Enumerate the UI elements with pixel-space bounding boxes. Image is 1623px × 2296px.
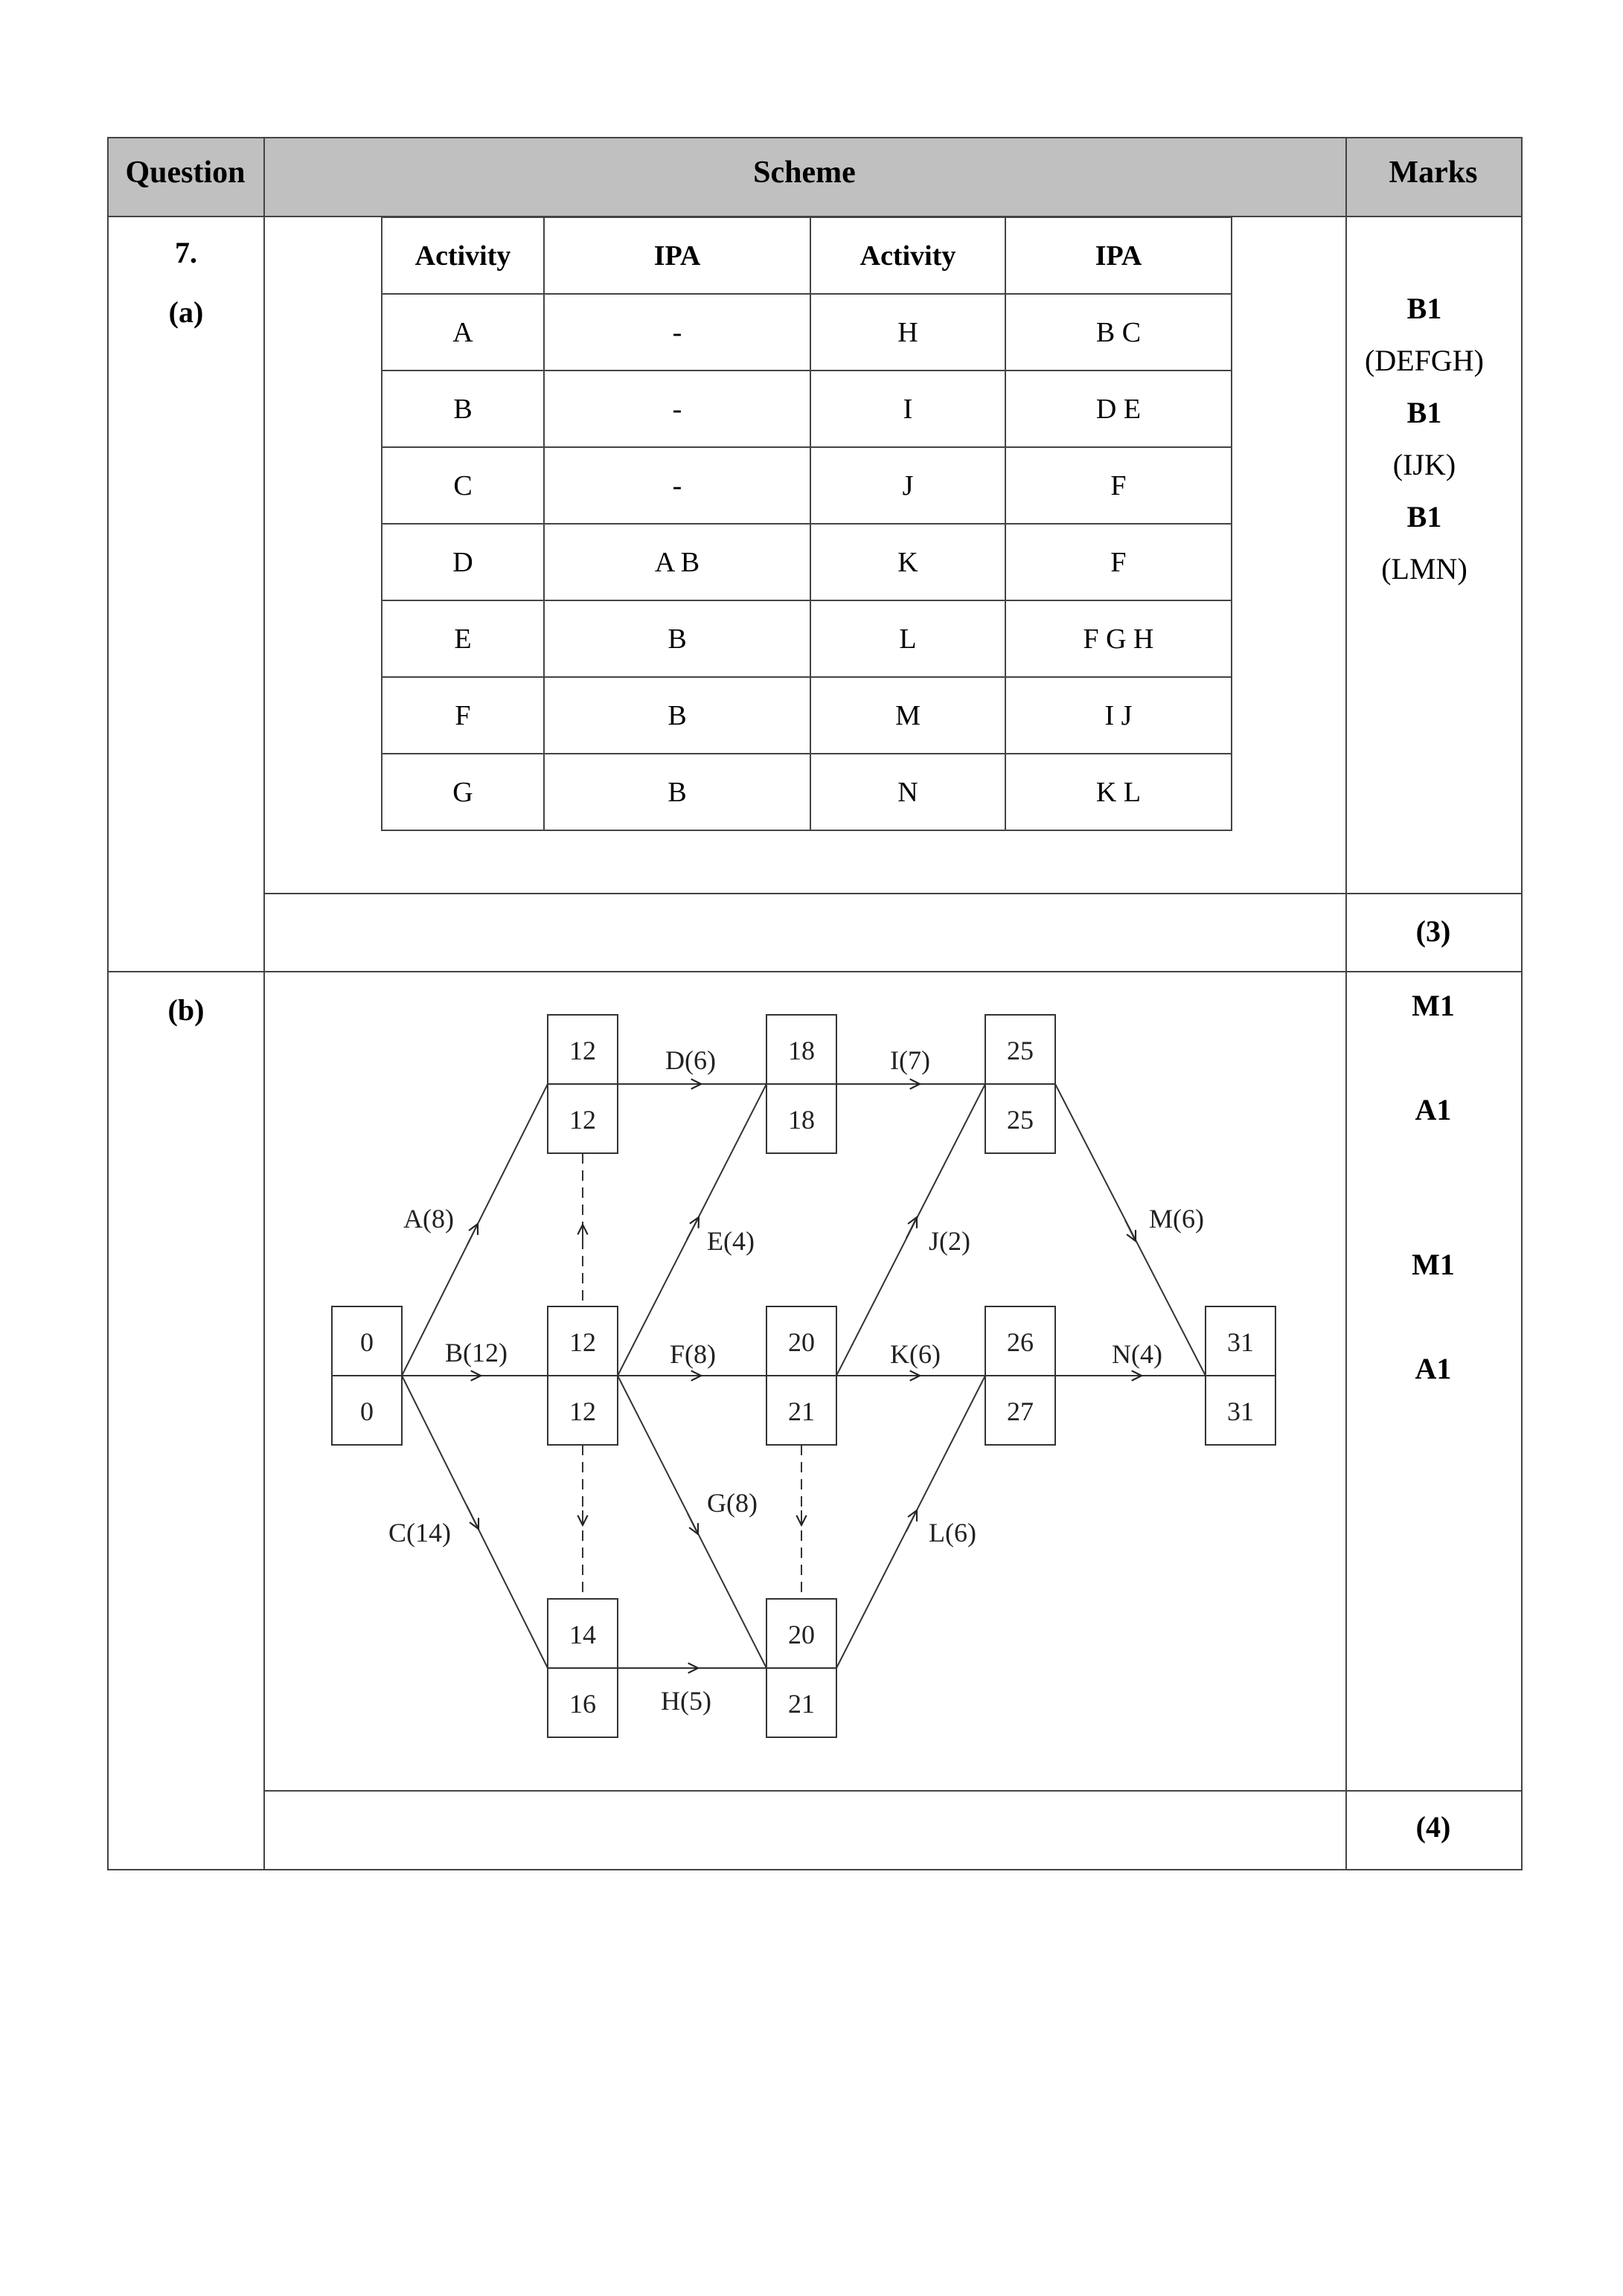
part-b-mark-4: A1	[1415, 1352, 1452, 1385]
part-a-total: (3)	[1415, 914, 1451, 948]
activity-label-d: D(6)	[665, 1045, 716, 1075]
node-9-early: 26	[1007, 1327, 1034, 1357]
question-col-line	[263, 137, 265, 1870]
activity-label-k: K(6)	[890, 1339, 941, 1369]
activity-label-g: G(8)	[707, 1488, 758, 1518]
node-9-late: 27	[1007, 1396, 1034, 1426]
table-cell: F	[382, 677, 544, 754]
mark-note-defgh: (DEFGH)	[1365, 344, 1484, 377]
table-row	[382, 754, 1232, 830]
table-cell: J	[810, 447, 1005, 524]
table-cell: D	[382, 524, 544, 600]
node-6-late: 21	[788, 1396, 815, 1426]
table-cell: A B	[544, 524, 810, 600]
ipa-table	[381, 217, 1232, 831]
table-cell: -	[544, 371, 810, 447]
table-row	[382, 294, 1232, 371]
table-cell: E	[382, 600, 544, 677]
part-b-total-line	[263, 1790, 1523, 1792]
border-bottom	[107, 1869, 1523, 1870]
node-1-early: 0	[360, 1327, 374, 1357]
header-question: Question	[125, 155, 246, 190]
node-5-early: 18	[788, 1036, 815, 1065]
table-header-ipa-1: IPA	[544, 217, 810, 294]
node-10-late: 31	[1227, 1396, 1254, 1426]
mark-note-ijk: (IJK)	[1392, 448, 1456, 481]
activity-network	[320, 1004, 1302, 1756]
table-row	[382, 600, 1232, 677]
node-4-late: 16	[569, 1689, 596, 1719]
question-number: 7.	[175, 236, 197, 269]
arrow-m	[1125, 1220, 1136, 1241]
table-cell: B	[544, 677, 810, 754]
activity-label-n: N(4)	[1112, 1339, 1162, 1369]
table-cell: F	[1005, 447, 1232, 524]
node-4-early: 14	[569, 1620, 596, 1649]
activity-label-l: L(6)	[929, 1518, 976, 1548]
activity-label-b: B(12)	[445, 1338, 508, 1367]
table-cell: H	[810, 294, 1005, 371]
arrow-j	[906, 1217, 917, 1238]
mark-b1-defgh: B1	[1406, 292, 1442, 325]
table-header-ipa-2: IPA	[1005, 217, 1232, 294]
node-3-early: 12	[569, 1327, 596, 1357]
activity-label-c: C(14)	[388, 1518, 451, 1548]
table-cell: F	[1005, 524, 1232, 600]
node-3-late: 12	[569, 1396, 596, 1426]
arrow-c	[467, 1505, 478, 1529]
table-row	[382, 447, 1232, 524]
part-b-mark-1: M1	[1412, 989, 1455, 1022]
mark-b1-lmn: B1	[1406, 500, 1442, 533]
table-header-activity-1: Activity	[382, 217, 544, 294]
table-cell: B	[382, 371, 544, 447]
table-cell: I J	[1005, 677, 1232, 754]
node-8-early: 25	[1007, 1036, 1034, 1065]
arrow-l	[906, 1510, 917, 1531]
table-cell: C	[382, 447, 544, 524]
part-b-top-line	[107, 971, 1523, 972]
part-a-label: (a)	[168, 295, 204, 329]
table-cell: D E	[1005, 371, 1232, 447]
part-b-total: (4)	[1415, 1810, 1451, 1844]
arrow-a	[467, 1224, 478, 1245]
table-cell: B	[544, 600, 810, 677]
arrow-g	[688, 1513, 698, 1534]
part-a-marks	[1337, 283, 1512, 595]
table-row	[382, 524, 1232, 600]
part-b-label: (b)	[167, 993, 205, 1027]
activity-label-m: M(6)	[1149, 1204, 1204, 1234]
border-right	[1521, 137, 1523, 1870]
table-cell: A	[382, 294, 544, 371]
table-cell: K L	[1005, 754, 1232, 830]
node-2-early: 12	[569, 1036, 596, 1065]
node-6-early: 20	[788, 1327, 815, 1357]
activity-label-f: F(8)	[670, 1339, 716, 1369]
table-row	[382, 371, 1232, 447]
node-7-late: 21	[788, 1689, 815, 1719]
table-cell: F G H	[1005, 600, 1232, 677]
part-a-total-line	[263, 893, 1523, 894]
table-cell: I	[810, 371, 1005, 447]
node-1-late: 0	[360, 1396, 374, 1426]
table-header-activity-2: Activity	[810, 217, 1005, 294]
node-7-early: 20	[788, 1620, 815, 1649]
mark-note-lmn: (LMN)	[1381, 552, 1467, 586]
table-cell: M	[810, 677, 1005, 754]
ipa-table-header-row	[382, 217, 1232, 294]
table-cell: G	[382, 754, 544, 830]
activity-label-i: I(7)	[890, 1045, 930, 1075]
border-top	[107, 137, 1523, 138]
table-cell: -	[544, 447, 810, 524]
table-row	[382, 677, 1232, 754]
table-cell: N	[810, 754, 1005, 830]
activity-label-h: H(5)	[661, 1686, 711, 1716]
table-cell: B	[544, 754, 810, 830]
node-8-late: 25	[1007, 1105, 1034, 1135]
node-5-late: 18	[788, 1105, 815, 1135]
header-scheme: Scheme	[753, 155, 856, 190]
activity-label-a: A(8)	[403, 1204, 454, 1234]
activity-label-e: E(4)	[707, 1226, 755, 1256]
arrow-e	[687, 1217, 699, 1240]
part-b-mark-3: M1	[1412, 1248, 1455, 1281]
table-cell: B C	[1005, 294, 1232, 371]
mark-b1-ijk: B1	[1406, 396, 1442, 429]
part-b-mark-2: A1	[1415, 1093, 1452, 1126]
activity-label-j: J(2)	[929, 1226, 970, 1256]
node-10-early: 31	[1227, 1327, 1254, 1357]
header-marks: Marks	[1389, 155, 1478, 190]
table-cell: -	[544, 294, 810, 371]
table-cell: L	[810, 600, 1005, 677]
table-cell: K	[810, 524, 1005, 600]
node-2-late: 12	[569, 1105, 596, 1135]
